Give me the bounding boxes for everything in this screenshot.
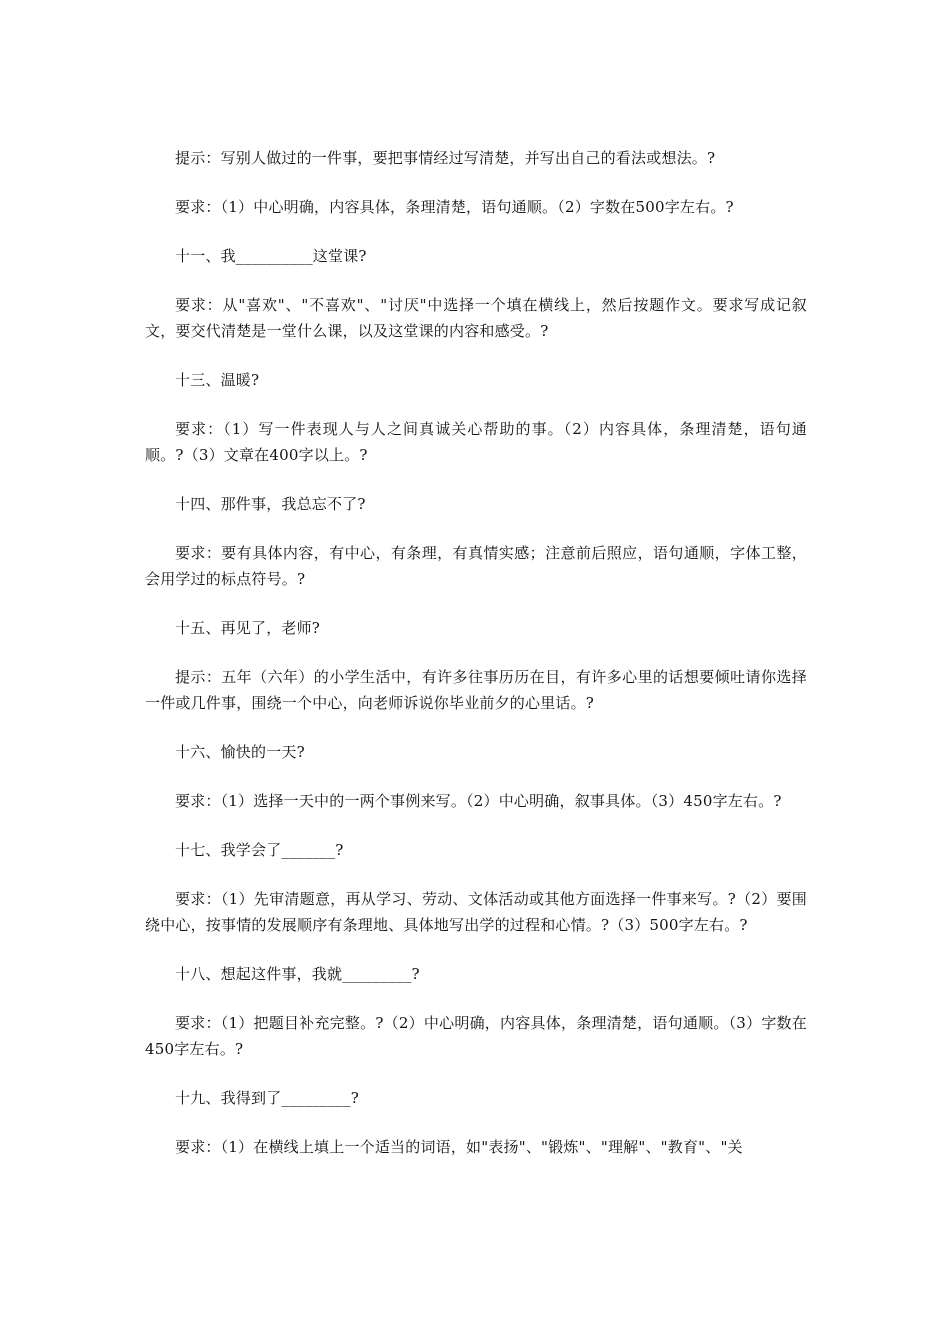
requirement-paragraph: 要求：（1）选择一天中的一两个事例来写。（2）中心明确，叙事具体。（3）450字左右。? (175, 792, 782, 810)
hint-paragraph: 提示：五年（六年）的小学生活中，有许多往事历历在目，有许多心里的话想要倾吐请你选择一件或几件事，围绕一个中心，向老师诉说你毕业前夕的心里话。? (145, 668, 807, 712)
section-heading-19: 十九、我得到了_________? (175, 1089, 359, 1107)
section-heading-11: 十一、我__________这堂课? (175, 247, 367, 265)
requirement-paragraph: 要求：要有具体内容，有中心，有条理，有真情实感；注意前后照应，语句通顺，字体工整，会用学过的标点符号。? (145, 544, 807, 588)
section-heading-14: 十四、那件事，我总忘不了? (175, 495, 366, 513)
section-heading-17: 十七、我学会了_______? (175, 841, 344, 859)
requirement-paragraph: 要求：（1）中心明确，内容具体，条理清楚，语句通顺。（2）字数在500字左右。? (175, 198, 734, 216)
requirement-paragraph: 要求：（1）把题目补充完整。?（2）中心明确，内容具体，条理清楚，语句通顺。（3）字数在450字左右。? (145, 1014, 807, 1058)
hint-paragraph: 提示：写别人做过的一件事，要把事情经过写清楚，并写出自己的看法或想法。? (175, 149, 716, 167)
requirement-paragraph: 要求：从"喜欢"、"不喜欢"、"讨厌"中选择一个填在横线上，然后按题作文。要求写成记叙文，要交代清楚是一堂什么课，以及这堂课的内容和感受。? (145, 296, 807, 340)
section-heading-16: 十六、愉快的一天? (175, 743, 305, 761)
section-heading-18: 十八、想起这件事，我就_________? (175, 965, 420, 983)
requirement-paragraph: 要求：（1）先审清题意，再从学习、劳动、文体活动或其他方面选择一件事来写。?（2）要围绕中心，按事情的发展顺序有条理地、具体地写出学的过程和心情。?（3）500字左右。? (145, 890, 807, 934)
requirement-paragraph: 要求：（1）在横线上填上一个适当的词语，如"表扬"、"锻炼"、"理解"、"教育"、"关 (175, 1138, 743, 1156)
document-page (145, 145, 807, 1183)
section-heading-15: 十五、再见了，老师? (175, 619, 321, 637)
requirement-paragraph: 要求：（1）写一件表现人与人之间真诚关心帮助的事。（2）内容具体，条理清楚，语句通顺。?（3）文章在400字以上。? (145, 420, 807, 464)
section-heading-13: 十三、温暖? (175, 371, 260, 389)
